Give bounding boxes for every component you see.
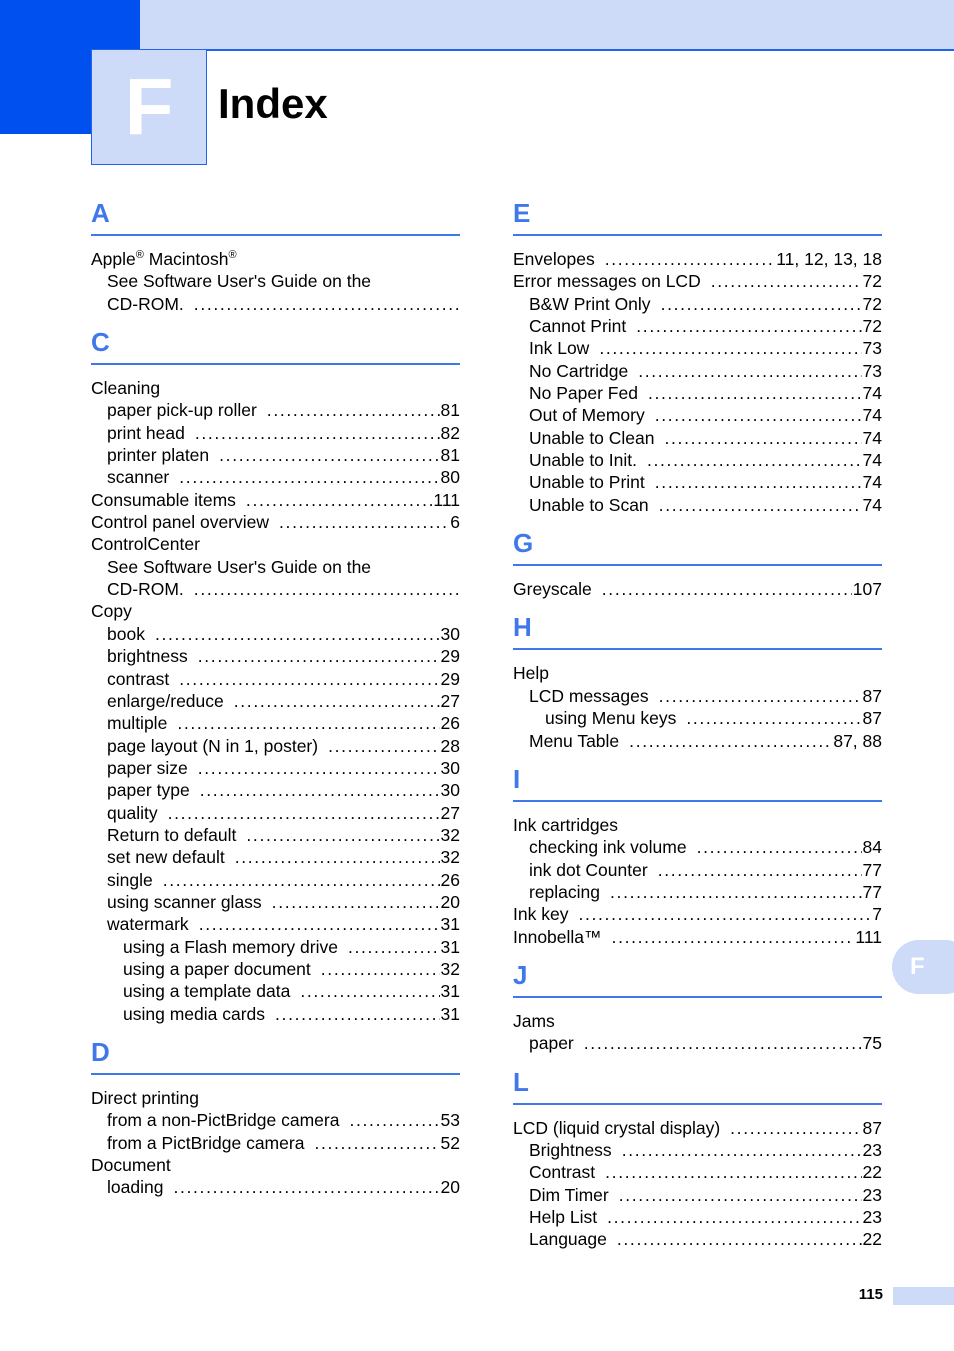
dot-leader [328,735,439,757]
dot-leader [697,836,862,858]
index-entry [91,533,460,555]
entry-term: page layout (N in 1, poster) [107,735,319,756]
page-reference[interactable]: 32 [440,847,460,868]
entry-term: CD-ROM. [107,579,184,600]
index-entry [91,556,460,578]
index-column-left [91,196,460,1209]
index-entry[interactable] [513,270,882,292]
dot-leader [314,1132,439,1154]
entry-term: printer platen [107,445,210,466]
entry-term: brightness [107,646,188,667]
entry-term: paper type [107,780,190,801]
page-reference[interactable]: 31 [440,981,460,1002]
index-section-j [513,958,882,1055]
entry-term: from a non-PictBridge camera [107,1110,340,1131]
index-entry[interactable] [91,578,460,600]
dot-leader [661,293,862,315]
dot-leader [617,1228,862,1250]
index-entry[interactable] [91,891,460,913]
dot-leader [321,958,440,980]
entry-term: watermark [107,914,189,935]
entry-term: Out of Memory [529,405,645,426]
entry-term: single [107,869,153,890]
section-letter-heading: C [91,325,460,365]
dot-leader [279,511,449,533]
entry-term: paper [529,1033,574,1054]
entry-term: Error messages on LCD [513,271,701,292]
page-reference[interactable]: 23 [862,1184,882,1205]
index-entry[interactable] [91,980,460,1002]
index-section-l [513,1065,882,1251]
chapter-letter: F [124,62,174,151]
entry-term: ink dot Counter [529,859,648,880]
index-entry[interactable] [91,824,460,846]
dot-leader [730,1117,861,1139]
header-band [140,0,954,51]
entry-term: Consumable items [91,489,236,510]
page-reference[interactable]: 23 [862,1139,882,1160]
page-reference[interactable]: 77 [862,859,882,880]
page-reference[interactable]: 52 [440,1132,460,1153]
page-reference[interactable]: 27 [440,690,460,711]
entry-term: Copy [91,601,132,622]
dot-leader [177,712,439,734]
index-entry[interactable] [91,958,460,980]
dot-leader [163,869,440,891]
page-reference[interactable]: 84 [862,837,882,858]
index-entry[interactable] [91,779,460,801]
entry-term: Contrast [529,1162,596,1183]
dot-leader [648,382,862,404]
page-reference[interactable]: 87 [862,685,882,706]
index-entry[interactable] [91,623,460,645]
index-section-d [91,1035,460,1199]
dot-leader [348,936,440,958]
dot-leader [173,1176,439,1198]
index-entry [513,814,882,836]
dot-leader [155,623,440,645]
section-letter-heading: I [513,762,882,802]
entry-term: Help List [529,1206,598,1227]
index-entry[interactable] [513,337,882,359]
entry-term: checking ink volume [529,837,687,858]
page-reference[interactable]: 72 [862,271,882,292]
index-entry[interactable] [513,1184,882,1206]
page-reference[interactable]: 81 [440,445,460,466]
dot-leader [246,489,432,511]
dot-leader [168,802,440,824]
dot-leader [638,360,861,382]
dot-leader [665,427,862,449]
entry-term: Direct printing [91,1088,199,1108]
page-reference[interactable]: 74 [862,405,882,426]
dot-leader [605,248,776,270]
entry-term: Dim Timer [529,1184,609,1205]
entry-term: Language [529,1229,607,1250]
index-section-a [91,196,460,315]
page-reference[interactable]: 6 [450,512,460,533]
dot-leader [578,903,871,925]
dot-leader [198,757,440,779]
entry-term: ControlCenter [91,534,200,555]
entry-term: loading [107,1177,164,1198]
dot-leader [655,404,862,426]
index-section-g [513,526,882,600]
term-part: Macintosh [148,249,229,269]
index-entry[interactable] [91,846,460,868]
page-reference[interactable]: 81 [440,400,460,421]
entry-term: using media cards [123,1003,266,1024]
entry-term: Cleaning [91,378,161,399]
dot-leader [179,668,439,690]
entry-term: LCD (liquid crystal display) [513,1117,721,1138]
dot-leader [198,645,440,667]
index-entry[interactable] [513,707,882,729]
side-tab-letter: F [910,953,925,980]
page-reference[interactable]: 27 [440,802,460,823]
page-reference[interactable]: 73 [862,360,882,381]
dot-leader [610,881,862,903]
dot-leader [179,466,439,488]
entry-term [91,248,247,270]
dot-leader [267,399,440,421]
dot-leader [200,779,440,801]
dot-leader [272,891,440,913]
page-reference[interactable]: 32 [440,958,460,979]
entry-term: contrast [107,668,170,689]
entry-term: using a Flash memory drive [123,936,338,957]
entry-term: Unable to Clean [529,427,655,448]
index-entry[interactable] [513,881,882,903]
page-reference[interactable]: 73 [862,338,882,359]
index-entry [91,600,460,622]
index-entry[interactable] [513,859,882,881]
entry-term: using Menu keys [545,708,677,729]
index-entry[interactable] [513,360,882,382]
entry-term: Jams [513,1010,555,1031]
page-reference[interactable]: 7 [872,904,882,925]
index-entry[interactable] [513,315,882,337]
page-number: 115 [858,1286,883,1303]
entry-term: Envelopes [513,249,595,269]
index-entry[interactable] [91,735,460,757]
dot-leader [219,444,439,466]
index-entry[interactable] [91,422,460,444]
index-entry[interactable] [513,903,882,925]
index-entry [91,270,460,292]
dot-leader [199,913,440,935]
page-reference[interactable]: 22 [862,1162,882,1183]
entry-term: See Software User's Guide on the [107,556,372,577]
page-reference[interactable]: 87 [862,708,882,729]
page-reference[interactable]: 77 [862,881,882,902]
index-entry[interactable] [91,757,460,779]
chapter-letter-box [91,49,207,165]
index-entry[interactable] [91,1003,460,1025]
index-entry [513,662,882,684]
index-entry[interactable] [513,1161,882,1183]
index-entry[interactable] [91,489,460,511]
dot-leader [655,471,862,493]
index-entry[interactable] [91,1132,460,1154]
page-reference[interactable]: 111 [855,926,882,947]
index-entry [91,377,460,399]
entry-term: enlarge/reduce [107,690,224,711]
section-letter-heading: E [513,196,882,236]
page-reference[interactable]: 26 [440,713,460,734]
dot-leader [605,1161,861,1183]
dot-leader [194,578,459,600]
entry-term: Control panel overview [91,512,270,533]
section-letter-heading: J [513,958,882,998]
section-letter-heading: D [91,1035,460,1075]
entry-term: Greyscale [513,579,592,600]
page-number-bar [893,1287,954,1305]
index-entry[interactable] [513,730,882,752]
entry-term: print head [107,422,185,443]
dot-leader [659,494,862,516]
entry-term: using scanner glass [107,891,262,912]
dot-leader [300,980,439,1002]
entry-term: Document [91,1155,171,1176]
dot-leader [584,1032,862,1054]
dot-leader [599,337,861,359]
dot-leader [607,1206,861,1228]
index-entry[interactable] [91,690,460,712]
page-reference[interactable]: 23 [862,1206,882,1227]
dot-leader [195,422,440,444]
page-reference[interactable]: 32 [440,824,460,845]
page-reference[interactable]: 26 [440,869,460,890]
dot-leader [629,730,832,752]
dot-leader [349,1109,439,1131]
dot-leader [235,846,440,868]
page-reference[interactable]: 87, 88 [833,730,882,751]
registered-mark: ® [135,249,144,262]
page-reference[interactable]: 30 [440,780,460,801]
page-reference[interactable]: 72 [862,293,882,314]
page-reference[interactable]: 11, 12, 13, 18 [776,249,882,269]
page-reference[interactable]: 20 [440,891,460,912]
page-reference[interactable]: 111 [433,489,460,510]
entry-term: Menu Table [529,730,620,751]
page-reference[interactable]: 28 [440,735,460,756]
index-entry[interactable] [513,449,882,471]
page-reference[interactable]: 31 [440,914,460,935]
page-reference[interactable]: 107 [852,579,882,600]
page-reference[interactable]: 29 [440,668,460,689]
entry-term: Brightness [529,1139,612,1160]
entry-term: using a template data [123,981,291,1002]
index-entry[interactable] [91,466,460,488]
index-entry[interactable] [91,712,460,734]
index-entry [91,1154,460,1176]
page-reference[interactable]: 30 [440,757,460,778]
dot-leader [612,926,855,948]
entry-term: paper size [107,757,188,778]
entry-term: Ink Low [529,338,590,359]
entry-term: set new default [107,847,225,868]
index-entry[interactable] [513,404,882,426]
index-entry[interactable] [91,511,460,533]
page-reference[interactable]: 75 [862,1033,882,1054]
index-entry[interactable] [91,1109,460,1131]
page-reference[interactable]: 29 [440,646,460,667]
entry-term: multiple [107,713,168,734]
index-entry[interactable] [513,1206,882,1228]
section-letter-heading: G [513,526,882,566]
entry-term: Help [513,663,549,684]
index-entry[interactable] [91,248,460,270]
page-reference[interactable]: 74 [862,472,882,493]
dot-leader [246,824,439,846]
index-entry[interactable] [91,668,460,690]
index-section-c [91,325,460,1025]
index-entry[interactable] [513,293,882,315]
page-title: Index [218,80,328,127]
page-reference[interactable]: 72 [862,316,882,337]
entry-term: Unable to Print [529,472,645,493]
entry-term: Ink cartridges [513,814,619,835]
page-reference[interactable]: 31 [440,936,460,957]
index-entry [91,1087,460,1109]
index-entry[interactable] [91,645,460,667]
index-entry[interactable] [91,936,460,958]
dot-leader [602,578,852,600]
page-reference[interactable]: 30 [440,623,460,644]
page-reference[interactable]: 74 [862,383,882,404]
dot-leader [234,690,440,712]
dot-leader [647,449,862,471]
entry-term: No Cartridge [529,360,629,381]
index-entry[interactable] [513,685,882,707]
index-entry[interactable] [513,471,882,493]
index-entry[interactable] [91,802,460,824]
dot-leader [711,270,862,292]
entry-term: replacing [529,881,601,902]
entry-term: See Software User's Guide on the [107,271,372,292]
index-entry[interactable] [513,836,882,858]
index-entry[interactable] [91,293,460,315]
page-reference[interactable]: 31 [440,1003,460,1024]
dot-leader [686,707,861,729]
entry-term: using a paper document [123,958,311,979]
chapter-side-tab[interactable] [892,940,954,994]
entry-term: book [107,623,145,644]
page-reference[interactable]: 80 [440,467,460,488]
index-section-h [513,610,882,751]
page-reference[interactable]: 87 [862,1117,882,1138]
entry-term: Unable to Scan [529,494,649,515]
section-letter-heading: H [513,610,882,650]
dot-leader [658,859,862,881]
dot-leader [194,293,459,315]
entry-term: CD-ROM. [107,293,184,314]
dot-leader [619,1184,862,1206]
index-entry[interactable] [91,913,460,935]
entry-term: Unable to Init. [529,450,637,471]
entry-term: No Paper Fed [529,383,638,404]
index-entry[interactable] [513,1117,882,1139]
index-entry[interactable] [513,578,882,600]
entry-term: Cannot Print [529,316,627,337]
index-section-i [513,762,882,948]
dot-leader [659,685,862,707]
index-entry[interactable] [91,399,460,421]
index-column-right [513,196,882,1261]
dot-leader [622,1139,862,1161]
page-reference[interactable]: 53 [440,1110,460,1131]
index-entry[interactable] [513,494,882,516]
index-entry[interactable] [513,1228,882,1250]
index-section-e [513,196,882,516]
entry-term: from a PictBridge camera [107,1132,305,1153]
entry-term: Innobella™ [513,926,602,947]
index-entry [513,1010,882,1032]
index-entry[interactable] [513,926,882,948]
section-letter-heading: L [513,1065,882,1105]
page-reference[interactable]: 74 [862,494,882,515]
entry-term: scanner [107,467,170,488]
index-entry[interactable] [513,382,882,404]
index-entry[interactable] [513,1139,882,1161]
entry-term: B&W Print Only [529,293,651,314]
entry-term: Return to default [107,824,237,845]
page-reference[interactable]: 20 [440,1177,460,1198]
dot-leader [275,1003,440,1025]
page-reference[interactable]: 22 [862,1229,882,1250]
section-letter-heading: A [91,196,460,236]
index-entry[interactable] [91,444,460,466]
page-reference[interactable]: 74 [862,450,882,471]
page-reference[interactable]: 74 [862,427,882,448]
registered-mark: ® [228,249,237,262]
entry-term: Ink key [513,904,569,925]
index-entry[interactable] [513,1032,882,1054]
index-entry[interactable] [91,869,460,891]
page-reference[interactable]: 82 [440,422,460,443]
term-part: Apple [91,249,136,269]
entry-term: paper pick-up roller [107,400,257,421]
index-entry[interactable] [91,1176,460,1198]
dot-leader [636,315,861,337]
entry-term: LCD messages [529,685,649,706]
index-entry[interactable] [513,248,882,270]
index-entry[interactable] [513,427,882,449]
entry-term: quality [107,802,158,823]
